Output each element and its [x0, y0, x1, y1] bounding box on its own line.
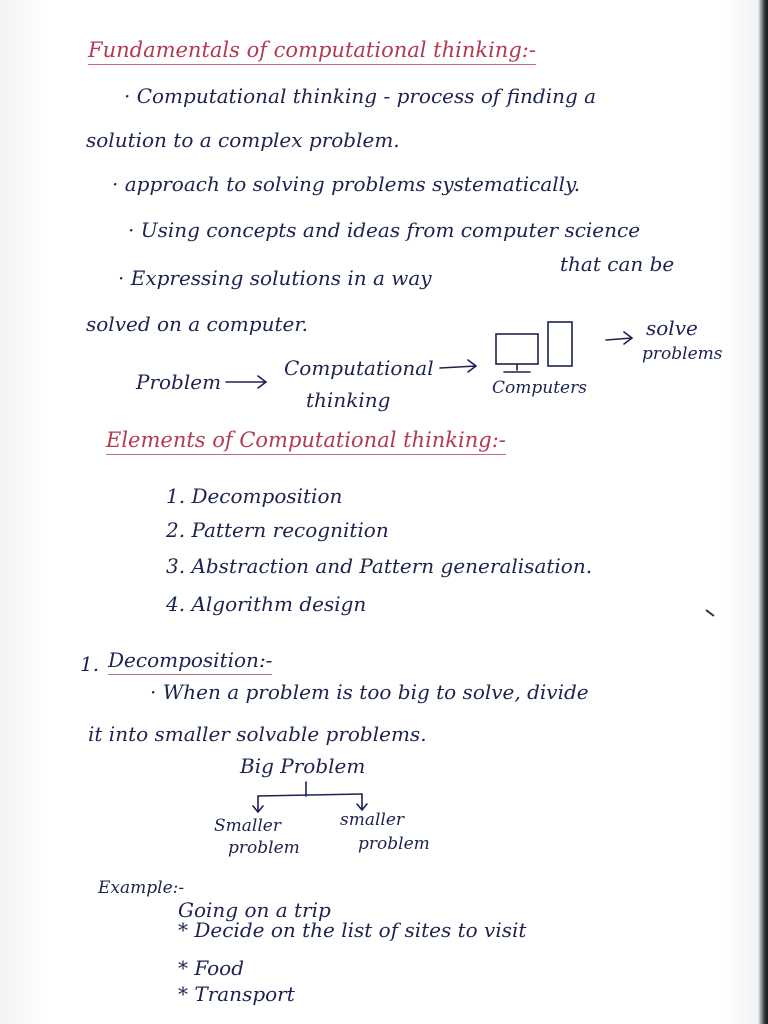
- example-item: * Decide on the list of sites to visit: [178, 918, 527, 942]
- text-line: solution to a complex problem.: [86, 128, 400, 152]
- example-label: Example:-: [98, 878, 185, 898]
- cpu-tower-icon: [548, 322, 572, 366]
- flow-thinking-label: thinking: [306, 388, 391, 412]
- stray-mark: [706, 610, 714, 616]
- example-item: * Food: [178, 956, 245, 980]
- flow-solve-label: solve: [646, 316, 698, 340]
- section-title-fundamentals: Fundamentals of computational thinking:-: [88, 38, 536, 65]
- text-line: that can be: [560, 252, 675, 276]
- tree-right-arrow: [357, 794, 367, 810]
- text-line: · Expressing solutions in a way: [118, 266, 432, 290]
- monitor-icon: [496, 334, 538, 372]
- text-line: it into smaller solvable problems.: [88, 722, 427, 746]
- example-intro: Going on a trip: [178, 898, 331, 922]
- flow-computational-label: Computational: [284, 356, 434, 380]
- list-item: 1. Decomposition: [166, 484, 343, 508]
- tree-left-arrow: [253, 796, 263, 812]
- tree-root-label: Big Problem: [240, 754, 366, 778]
- text-line: · Computational thinking - process of finding a: [124, 84, 597, 108]
- flow-problems-label: problems: [642, 344, 723, 364]
- section-number: 1.: [80, 652, 100, 676]
- arrow-problem-to-computational: [226, 376, 266, 388]
- text-line: · approach to solving problems systematically.: [112, 172, 581, 196]
- section-title-elements: Elements of Computational thinking:-: [106, 428, 506, 455]
- flow-computers-label: Computers: [492, 378, 587, 398]
- text-line: · Using concepts and ideas from computer science: [128, 218, 641, 242]
- section-title-decomposition: Decomposition:-: [108, 648, 272, 675]
- flow-problem-label: Problem: [136, 370, 222, 394]
- tree-right-child-label: smaller: [340, 810, 405, 830]
- text-line: solved on a computer.: [86, 312, 309, 336]
- tree-left-child-label: problem: [228, 838, 300, 858]
- arrow-computational-to-computers: [440, 360, 476, 372]
- list-item: 4. Algorithm design: [166, 592, 367, 616]
- list-item: 2. Pattern recognition: [166, 518, 389, 542]
- example-item: * Transport: [178, 982, 295, 1006]
- tree-left-child-label: Smaller: [214, 816, 281, 836]
- tree-right-child-label: problem: [358, 834, 430, 854]
- list-item: 3. Abstraction and Pattern generalisation.: [166, 554, 593, 578]
- arrow-computers-to-solve: [606, 332, 632, 344]
- text-line: · When a problem is too big to solve, divide: [150, 680, 589, 704]
- tree-branch-line: [258, 794, 362, 796]
